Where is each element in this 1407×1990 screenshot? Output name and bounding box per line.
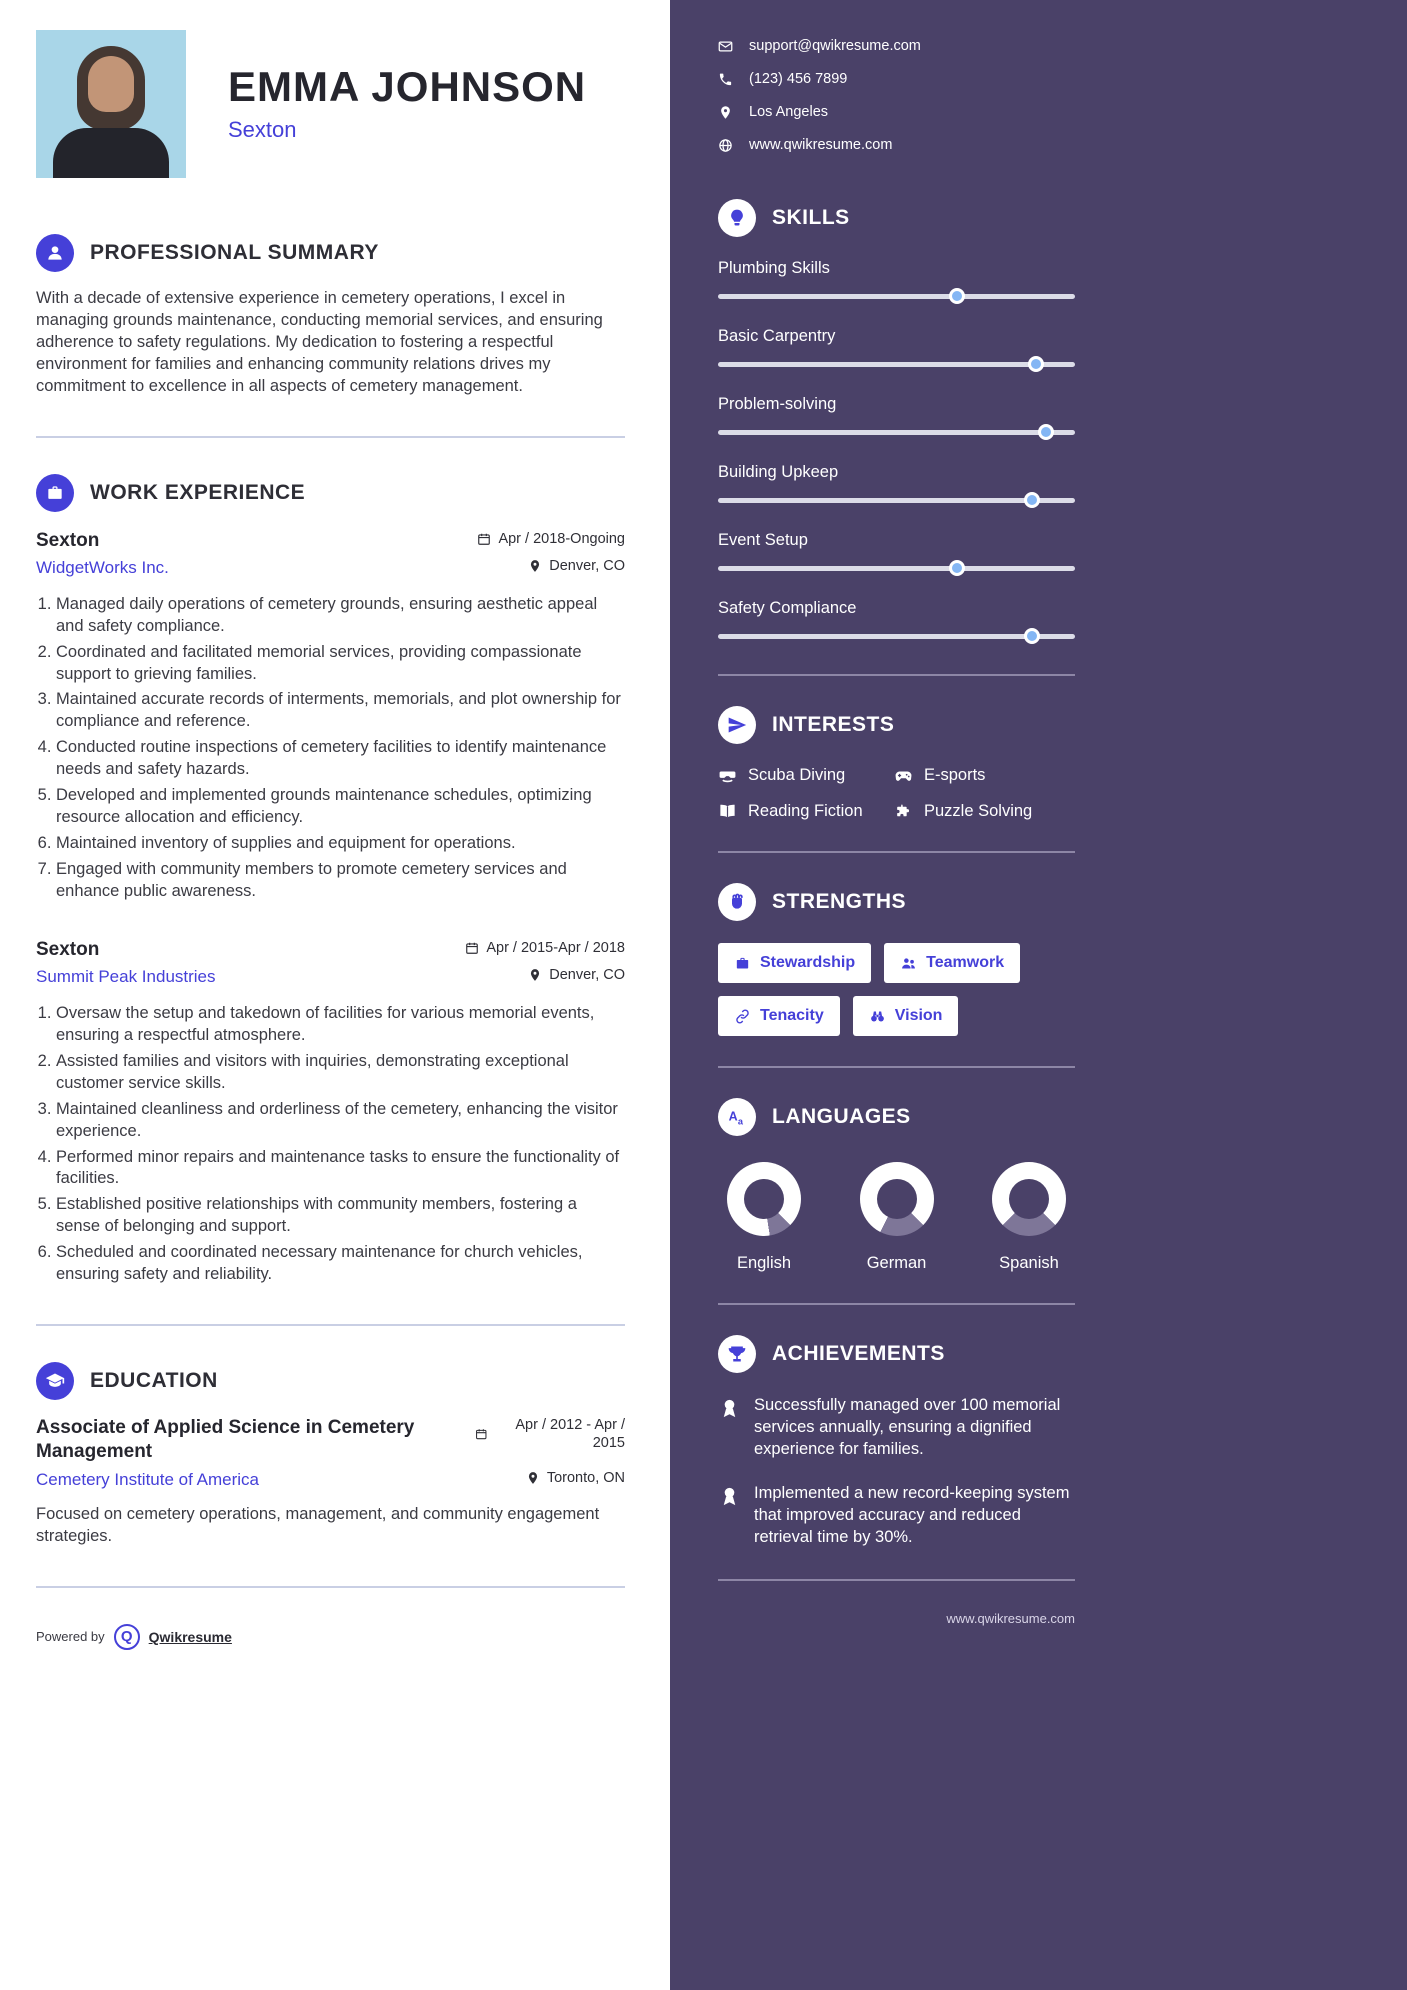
slider-handle[interactable] [949,560,965,576]
photo-body [53,128,169,178]
job-bullet: 2. Coordinated and facilitated memorial services, providing compassionate support to grieving families. [56,642,625,686]
skills-heading [718,199,1075,237]
section-divider [36,1586,625,1588]
education-heading-label: EDUCATION [90,1369,218,1393]
summary-section [36,234,625,398]
identity-text [228,62,587,143]
job-bullet: 3. Maintained accurate records of interments, memorials, and plot ownership for compliance and reference. [56,689,625,733]
contact-website-text: www.qwikresume.com [749,137,893,153]
skill-item [718,259,1075,304]
skills-section [718,199,1075,644]
skill-label: Plumbing Skills [718,259,830,277]
calendar-icon [475,1427,488,1441]
phone-icon [718,72,733,87]
slider-handle[interactable] [949,288,965,304]
slider-track [718,430,1075,435]
achievements-section [718,1335,1075,1549]
translate-icon [718,1098,756,1136]
person-name: EMMA JOHNSON [228,62,587,110]
contact-email-text: support@qwikresume.com [749,38,921,54]
languages-section [718,1098,1075,1273]
sidebar [670,0,1407,1990]
job-location [528,967,625,983]
job-entry [36,939,625,1286]
language-item [851,1158,943,1273]
skill-label: Safety Compliance [718,599,857,617]
job-bullet: 7. Engaged with community members to promote cemetery services and enhance public awareness. [56,859,625,903]
interests-heading [718,706,1075,744]
languages-heading-label: LANGUAGES [772,1105,911,1128]
job-bullet: 4. Performed minor repairs and maintenance tasks to ensure the functionality of facilities. [56,1147,625,1191]
skill-slider[interactable] [718,356,1075,372]
strength-label: Teamwork [926,954,1005,971]
strength-label: Tenacity [760,1007,824,1024]
photo-face [88,56,134,112]
skill-slider[interactable] [718,424,1075,440]
skill-item [718,531,1075,576]
degree-title: Associate of Applied Science in Cemetery Management [36,1417,415,1462]
header [36,30,625,178]
graduation-cap-icon [36,1362,74,1400]
language-donut [860,1162,934,1236]
profile-photo [36,30,186,178]
globe-icon [718,138,733,153]
skill-label: Problem-solving [718,395,837,413]
language-label: Spanish [999,1254,1059,1272]
job-bullet: 1. Oversaw the setup and takedown of facilities for various memorial events, ensuring a respectful atmosphere. [56,1003,625,1047]
section-divider [36,436,625,438]
slider-handle[interactable] [1038,424,1054,440]
work-heading [36,474,625,512]
powered-by-footer [36,1624,625,1650]
slider-handle[interactable] [1028,356,1044,372]
person-icon [36,234,74,272]
main-column [0,0,670,1990]
donut-hole [877,1179,917,1219]
team-icon [900,955,917,972]
job-bullet: 6. Scheduled and coordinated necessary maintenance for church vehicles, ensuring safety and reliability. [56,1242,625,1286]
medal-icon [718,1485,741,1508]
link-icon [734,1008,751,1025]
gamepad-icon [894,766,913,785]
calendar-icon [465,941,479,955]
slider-track [718,362,1075,367]
job-title: Sexton [36,529,100,551]
book-icon [718,802,737,821]
job-company-row [36,961,625,987]
education-location-text: Toronto, ON [546,1469,625,1486]
briefcase-icon [36,474,74,512]
language-donut [727,1162,801,1236]
achievement-text: Successfully managed over 100 memorial services annually, ensuring a dignified experience for families. [754,1396,1061,1458]
sidebar-divider [718,1579,1075,1581]
job-date [465,940,625,956]
skill-slider[interactable] [718,560,1075,576]
sidebar-divider [718,851,1075,853]
strengths-heading-label: STRENGTHS [772,890,907,913]
education-heading [36,1362,625,1400]
skill-item [718,327,1075,372]
education-date-text: Apr / 2012 - Apr / 2015 [515,1417,625,1452]
briefcase-icon [734,955,751,972]
slider-track [718,566,1075,571]
job-bullet-list [36,1003,625,1286]
job-location [528,558,625,574]
sidebar-divider [718,1303,1075,1305]
skill-slider[interactable] [718,288,1075,304]
education-date [475,1416,625,1452]
interests-grid [718,766,1075,821]
slider-track [718,294,1075,299]
skill-label: Event Setup [718,531,808,549]
location-pin-icon [528,559,542,573]
donut-hole [744,1179,784,1219]
location-pin-icon [528,968,542,982]
contact-block [718,38,1075,153]
job-bullet: 1. Managed daily operations of cemetery grounds, ensuring aesthetic appeal and safety compliance. [56,594,625,638]
slider-handle[interactable] [1024,628,1040,644]
qwikresume-logo-icon: Q [114,1624,140,1650]
strength-badge [853,996,959,1036]
contact-location-text: Los Angeles [749,104,829,120]
binoculars-icon [869,1008,886,1025]
skill-label: Basic Carpentry [718,327,836,345]
language-label: English [736,1254,792,1272]
contact-phone [718,71,1075,87]
language-item [718,1158,810,1273]
language-label: German [866,1254,927,1272]
sidebar-divider [718,674,1075,676]
interest-item [718,802,894,821]
skill-slider[interactable] [718,492,1075,508]
location-pin-icon [526,1471,540,1485]
contact-phone-text: (123) 456 7899 [749,71,848,87]
job-bullet: 5. Developed and implemented grounds maintenance schedules, optimizing resource allocation and efficiency. [56,785,625,829]
contact-website[interactable] [718,137,1075,153]
interest-item [718,766,894,785]
paper-plane-icon [718,706,756,744]
education-section [36,1362,625,1547]
language-donut [992,1162,1066,1236]
fist-icon [718,883,756,921]
strength-label: Vision [894,1007,943,1024]
puzzle-icon [894,802,913,821]
mail-icon [718,39,733,54]
work-heading-label: WORK EXPERIENCE [90,480,306,504]
achievements-heading-label: ACHIEVEMENTS [772,1342,945,1365]
job-title-row [36,939,625,961]
slider-track [718,498,1075,503]
job-date-text: Apr / 2018-Ongoing [498,530,625,547]
achievement-item [718,1395,1075,1461]
calendar-icon [477,532,491,546]
achievement-item [718,1483,1075,1549]
skill-label: Building Upkeep [718,463,839,481]
skill-item [718,463,1075,508]
languages-list [718,1158,1075,1273]
achievement-text: Implemented a new record-keeping system that improved accuracy and reduced retrieval time by 30%. [754,1483,1070,1546]
job-company-row [36,552,625,578]
job-bullet: 2. Assisted families and visitors with inquiries, demonstrating exceptional customer service skills. [56,1051,625,1095]
school-link[interactable]: Cemetery Institute of America [36,1469,259,1489]
lightbulb-icon [718,199,756,237]
job-bullet: 3. Maintained cleanliness and orderliness of the cemetery, enhancing the visitor experience. [56,1099,625,1143]
company-link[interactable]: WidgetWorks Inc. [36,557,169,577]
strengths-section [718,883,1075,1036]
location-pin-icon [718,105,733,120]
job-location-text: Denver, CO [549,966,625,983]
slider-handle[interactable] [1024,492,1040,508]
job-date [477,531,625,547]
interest-label: Puzzle Solving [924,802,1033,820]
job-title: Sexton [36,938,100,960]
powered-by-label: Powered by [36,1629,105,1644]
education-degree-row [36,1416,625,1464]
interests-section [718,706,1075,821]
job-location-text: Denver, CO [549,557,625,574]
sidebar-content [718,38,1075,1666]
languages-heading [718,1098,1075,1136]
education-description: Focused on cemetery operations, management, and community engagement strategies. [36,1504,600,1545]
language-item [983,1158,1075,1273]
summary-heading-label: PROFESSIONAL SUMMARY [90,241,379,264]
job-date-text: Apr / 2015-Apr / 2018 [486,939,625,956]
skills-heading-label: SKILLS [772,206,850,229]
interests-heading-label: INTERESTS [772,713,895,736]
interest-item [894,802,1075,821]
contact-location [718,104,1075,120]
strength-badge [884,943,1020,983]
company-link[interactable]: Summit Peak Industries [36,966,216,986]
education-location [526,1470,625,1486]
education-school-row [36,1464,625,1490]
strength-label: Stewardship [760,954,856,971]
sidebar-divider [718,1066,1075,1068]
skill-slider[interactable] [718,628,1075,644]
scuba-mask-icon [718,766,737,785]
medal-icon [718,1397,741,1420]
work-section [36,474,625,1286]
job-bullet: 4. Conducted routine inspections of cemetery facilities to identify maintenance needs and safety hazards. [56,737,625,781]
strengths-list [718,943,1075,1036]
trophy-icon [718,1335,756,1373]
strength-badge [718,943,871,983]
summary-text: With a decade of extensive experience in cemetery operations, I excel in managing grounds maintenance, conducting memorial services, and ensuring adherence to safety regulations. My dedication to fostering a respectful environment for families and enhancing community relations drives my commitment to excellence in all aspects of cemetery management. [36,289,603,395]
job-bullet: 5. Established positive relationships with community members, fostering a sense of belonging and support. [56,1194,625,1238]
summary-heading [36,234,625,272]
interest-label: Reading Fiction [748,802,863,820]
achievements-heading [718,1335,1075,1373]
job-bullet: 6. Maintained inventory of supplies and equipment for operations. [56,833,625,855]
interest-label: E-sports [924,766,986,784]
job-entry [36,530,625,903]
job-title-row [36,530,625,552]
contact-email[interactable] [718,38,1075,54]
job-bullet-list [36,594,625,903]
interest-label: Scuba Diving [748,766,846,784]
strength-badge [718,996,840,1036]
slider-track [718,634,1075,639]
skill-item [718,395,1075,440]
donut-hole [1009,1179,1049,1219]
skill-item [718,599,1075,644]
interest-item [894,766,1075,785]
qwikresume-brand-link[interactable]: Qwikresume [148,1628,232,1645]
sidebar-footer-website: www.qwikresume.com [946,1610,1075,1626]
strengths-heading [718,883,1075,921]
section-divider [36,1324,625,1326]
person-title: Sexton [228,117,297,143]
